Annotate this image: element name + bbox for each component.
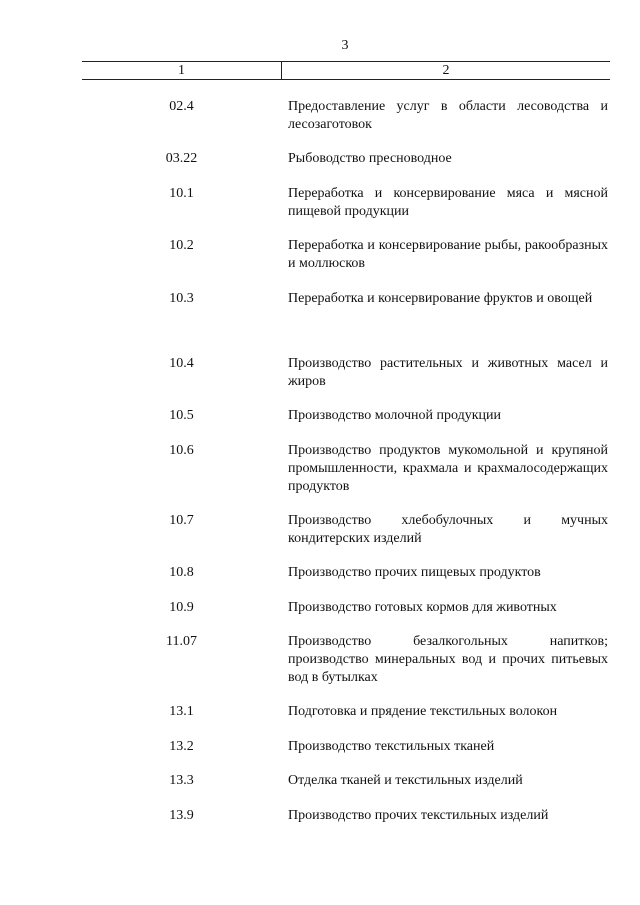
table-header — [82, 61, 610, 80]
activity-description: Переработка и консервирование фруктов и овощей — [288, 291, 593, 306]
activity-code: 10.6 — [169, 443, 194, 458]
activity-description: Рыбоводство пресноводное — [288, 151, 452, 166]
activity-code: 02.4 — [169, 99, 194, 114]
activity-code: 10.3 — [169, 291, 194, 306]
page-number: 3 — [341, 38, 349, 53]
activity-code: 10.8 — [169, 565, 194, 580]
activity-description: Производство безалкогольных напитков; производство минеральных вод и прочих питьевых вод в бутылках — [288, 634, 608, 685]
activity-code: 13.9 — [169, 808, 194, 823]
activity-description: Производство прочих текстильных изделий — [288, 808, 549, 823]
activity-description: Производство продуктов мукомольной и крупяной промышленности, крахмала и крахмалосодержащих продуктов — [288, 443, 608, 494]
activity-code: 10.4 — [169, 356, 194, 371]
activity-description: Отделка тканей и текстильных изделий — [288, 773, 523, 788]
activity-description: Производство прочих пищевых продуктов — [288, 565, 541, 580]
activity-description: Подготовка и прядение текстильных волокон — [288, 704, 558, 719]
activity-code: 03.22 — [165, 151, 198, 166]
activity-description: Переработка и консервирование мяса и мясной пищевой продукции — [288, 186, 608, 219]
activity-description: Предоставление услуг в области лесоводства и лесозаготовок — [288, 99, 608, 132]
activity-description: Производство молочной продукции — [288, 408, 502, 423]
activity-code: 13.1 — [169, 704, 194, 719]
activity-code: 10.2 — [169, 238, 194, 253]
column-header-1: 1 — [178, 63, 185, 78]
activity-code: 10.1 — [169, 186, 194, 201]
activity-description: Производство текстильных тканей — [288, 739, 495, 754]
column-header-2: 2 — [442, 63, 450, 78]
activity-code: 10.5 — [169, 408, 194, 423]
activity-code: 10.7 — [169, 513, 194, 528]
activity-description: Производство хлебобулочных и мучных кондитерских изделий — [288, 513, 608, 546]
activity-description: Производство растительных и животных масел и жиров — [288, 356, 608, 389]
activity-code: 13.3 — [169, 773, 194, 788]
activity-code: 11.07 — [166, 634, 197, 649]
activity-code: 13.2 — [169, 739, 194, 754]
activity-description: Переработка и консервирование рыбы, ракообразных и моллюсков — [288, 238, 608, 271]
activity-code: 10.9 — [169, 600, 194, 615]
activity-description: Производство готовых кормов для животных — [288, 600, 557, 615]
